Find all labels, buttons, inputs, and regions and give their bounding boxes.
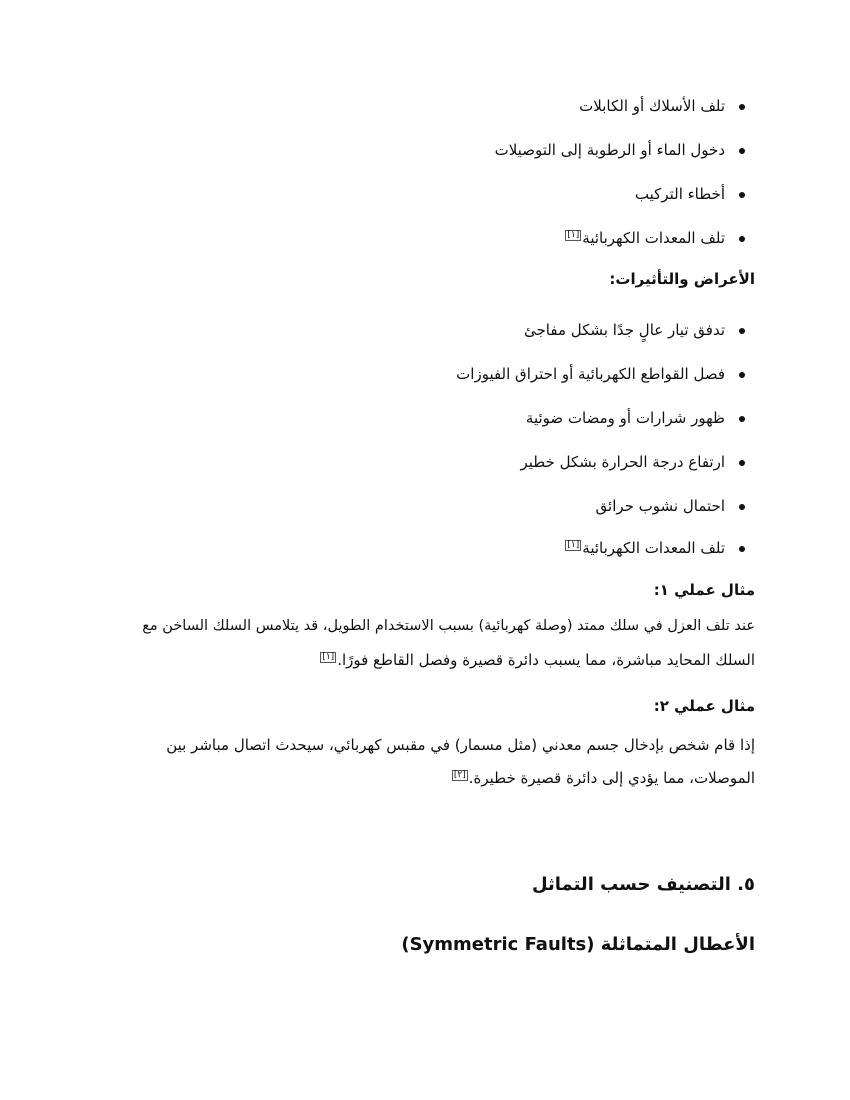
example1-line2: السلك المحايد مباشرة، مما يسبب دائرة قصيرة وفصل القاطع فورًا.[١] — [322, 651, 755, 669]
bullet-icon — [739, 104, 745, 110]
bullet-icon — [739, 372, 745, 378]
list-item-text: أخطاء التركيب — [634, 185, 725, 203]
list-item-text: احتمال نشوب حرائق — [595, 497, 725, 515]
reference-link[interactable]: [٢] — [453, 770, 466, 780]
list-item — [520, 452, 745, 472]
section-title: ٥. التصنيف حسب التماثل — [531, 874, 755, 895]
list-item — [526, 408, 745, 428]
list-item-text: تلف المعدات الكهربائية — [582, 229, 725, 247]
bullet-icon — [739, 546, 745, 552]
list-item-text: تلف الأسلاك أو الكابلات — [579, 97, 725, 115]
bullet-icon — [739, 460, 745, 466]
list-item — [524, 320, 745, 340]
list-item — [579, 96, 745, 116]
list-item-text: دخول الماء أو الرطوبة إلى التوصيلات — [494, 141, 725, 159]
list-item-text: فصل القواطع الكهربائية أو احتراق الفيوزات — [456, 365, 725, 383]
example2-title: مثال عملي ٢: — [653, 697, 755, 715]
list-item-text: تدفق تيار عالٍ جدًا بشكل مفاجئ — [524, 321, 725, 339]
list-item — [495, 140, 745, 160]
list-item — [565, 538, 745, 558]
bullet-icon — [739, 416, 745, 422]
example1-line1: عند تلف العزل في سلك ممتد (وصلة كهربائية) بسبب الاستخدام الطويل، قد يتلامس السلك الساخن مع — [142, 618, 755, 634]
bullet-icon — [739, 148, 745, 154]
list-item — [596, 496, 745, 516]
list-item-text: تلف المعدات الكهربائية — [582, 539, 725, 557]
effects-heading: الأعراض والتأثيرات: — [609, 270, 755, 288]
example2-line1: إذا قام شخص بإدخال جسم معدني (مثل مسمار) في مقبس كهربائي، سيحدث اتصال مباشر بين — [166, 736, 755, 754]
reference-link[interactable]: [١] — [567, 230, 580, 240]
example1-title: مثال عملي ١: — [653, 581, 755, 599]
list-item-text: ظهور شرارات أو ومضات ضوئية — [525, 409, 725, 427]
bullet-icon — [739, 504, 745, 510]
list-item — [565, 228, 745, 248]
reference-link[interactable]: [١] — [322, 652, 335, 662]
reference-link[interactable]: [١] — [567, 540, 580, 550]
bullet-icon — [739, 236, 745, 242]
bullet-icon — [739, 192, 745, 198]
list-item — [635, 184, 745, 204]
subsection-title: الأعطال المتماثلة (Symmetric Faults) — [401, 934, 755, 955]
list-item-text: ارتفاع درجة الحرارة بشكل خطير — [520, 453, 725, 471]
bullet-icon — [739, 328, 745, 334]
example2-line2: الموصلات، مما يؤدي إلى دائرة قصيرة خطيرة.[٢] — [453, 769, 755, 787]
list-item — [456, 364, 745, 384]
